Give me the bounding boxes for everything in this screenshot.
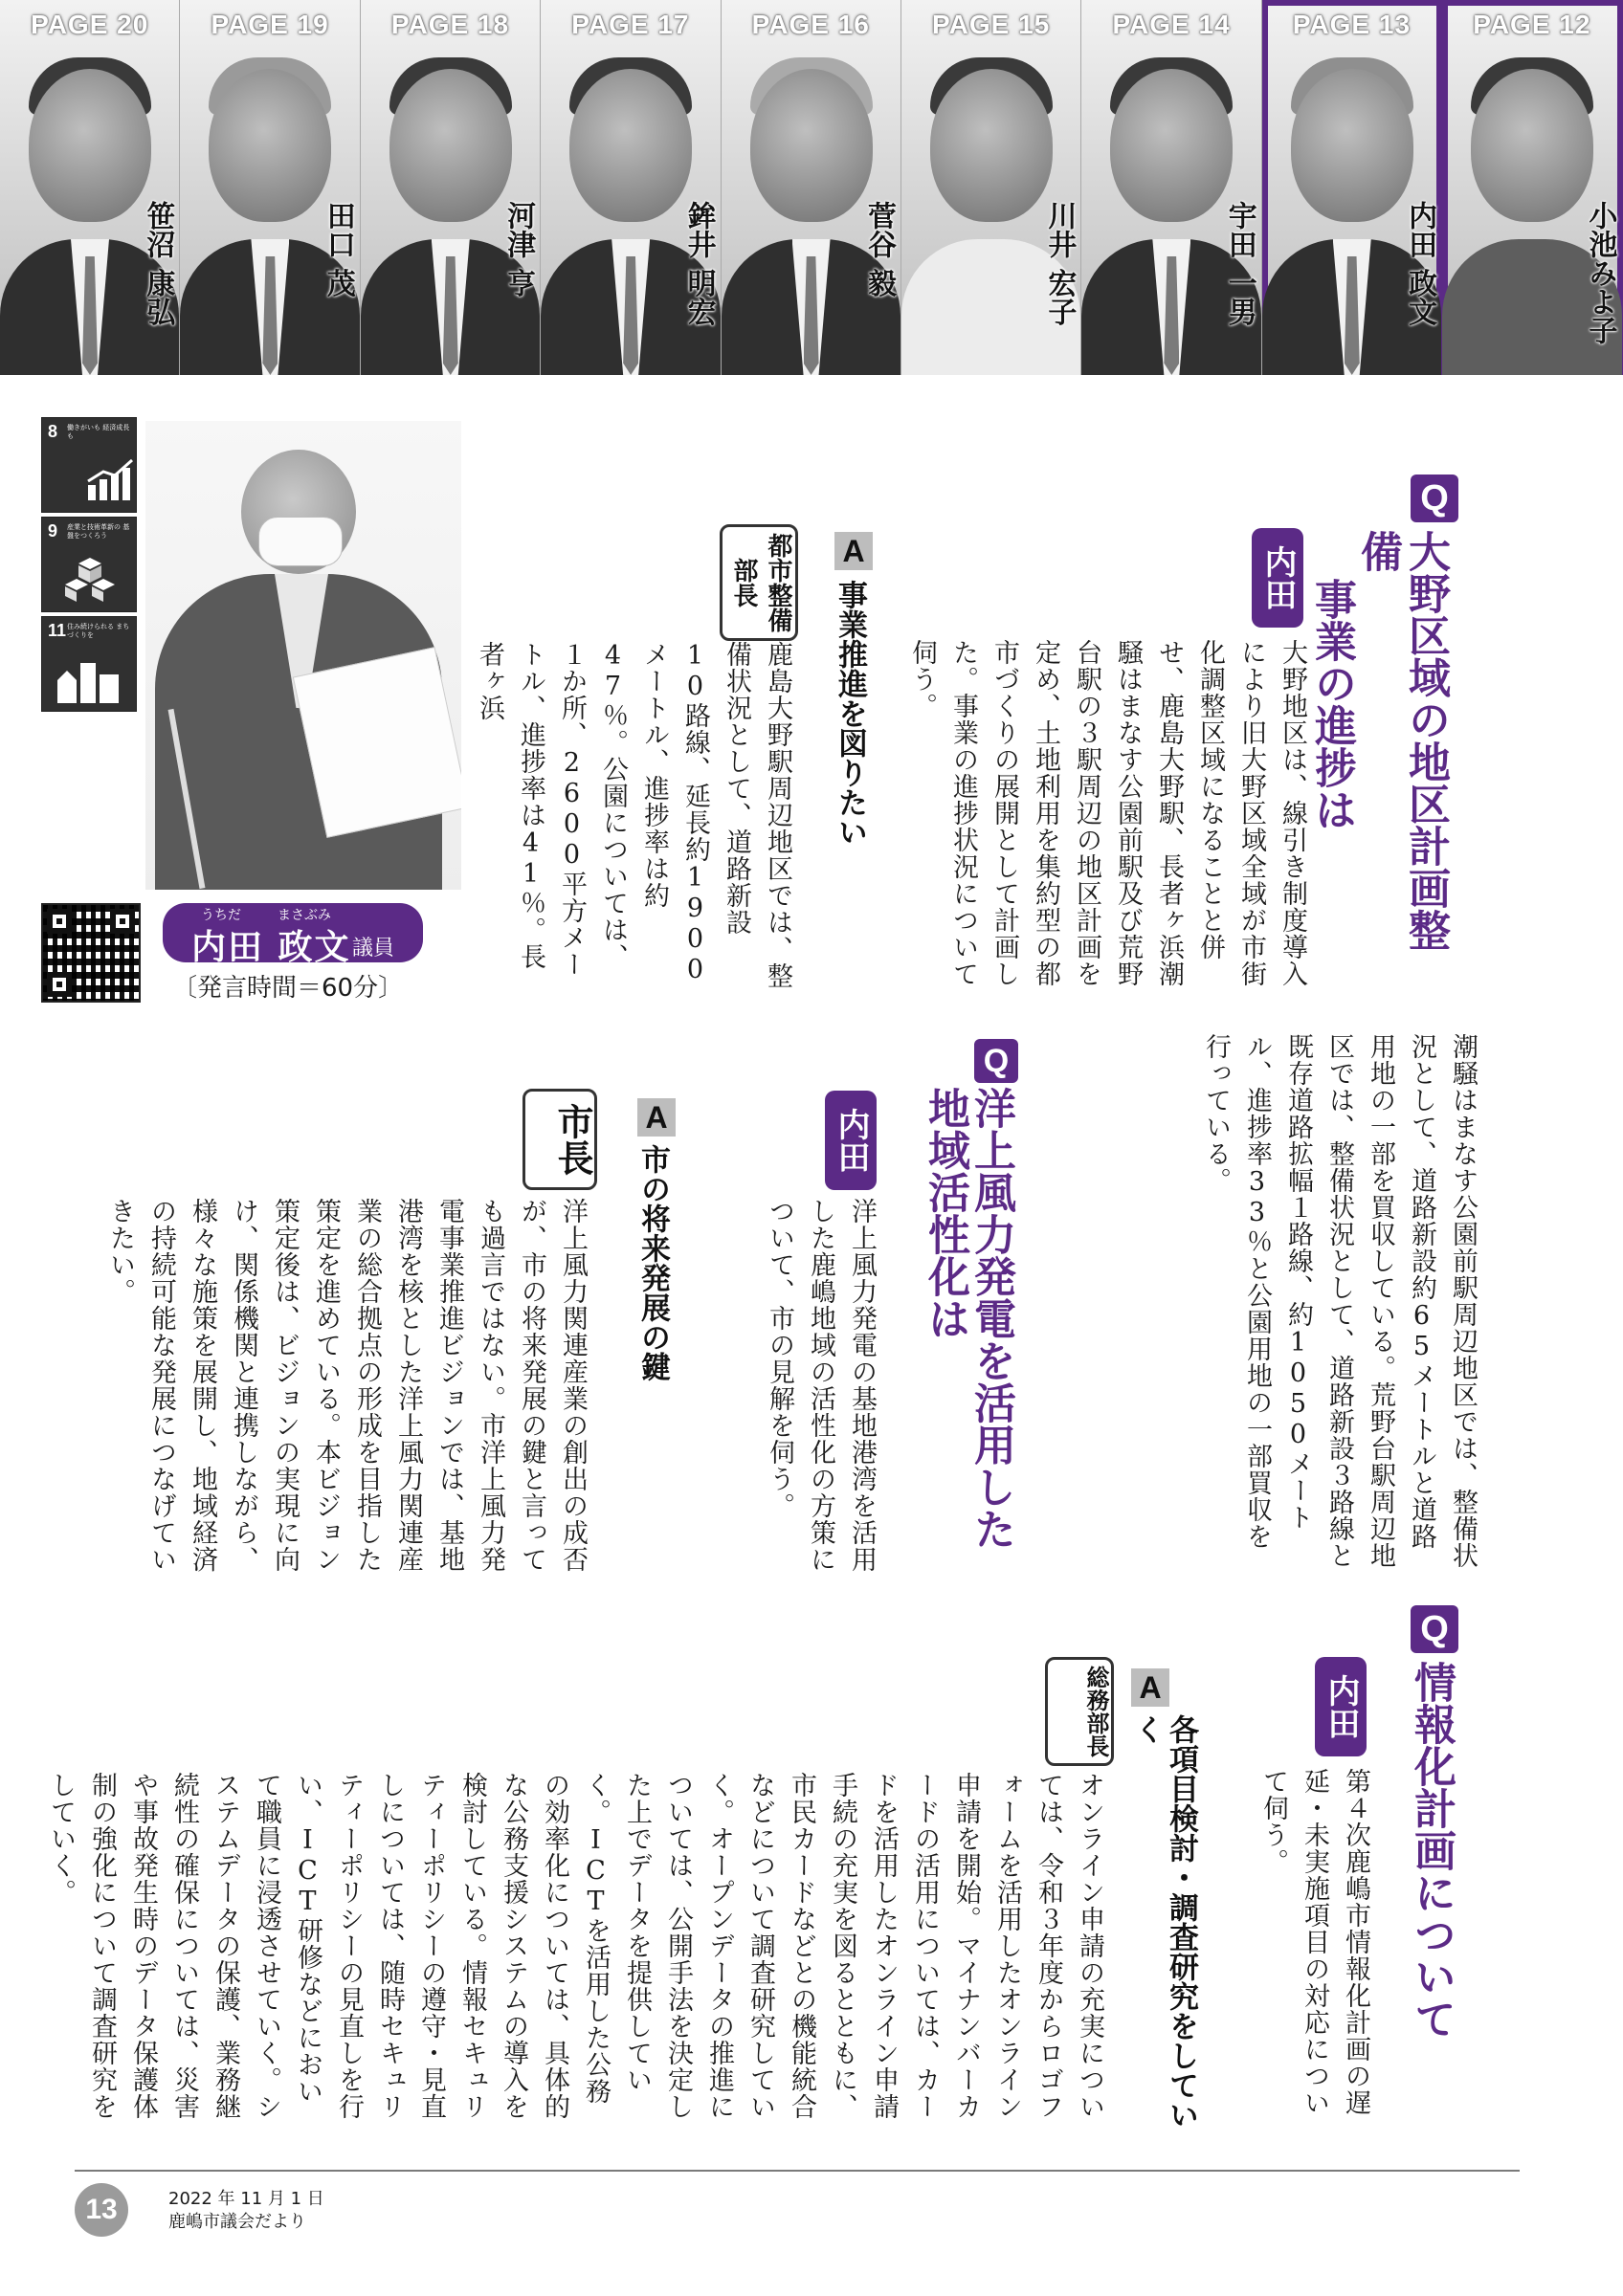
page-label: PAGE 17 xyxy=(571,10,690,39)
footer-rule xyxy=(75,2170,1520,2172)
member-tab[interactable] xyxy=(180,0,360,375)
question-badge: Q xyxy=(1411,475,1458,522)
answer-text: 洋上風力関連産業の創出の成否が、市の将来発展の鍵と言っても過言ではない。市洋上風力発電事業推進ビジョンでは、基地港湾を核とした洋上風力関連産業の総合拠点の形成を目指した策定を進めている。本ビジョン策定後は、ビジョンの実現に向け、関係機関と連携しながら、様々な施策を展開し、地域経済の持続可能な発展につなげていきたい。 xyxy=(105,1198,588,1573)
question-badge: Q xyxy=(974,1039,1018,1083)
member-name: 宇田 一男 xyxy=(1222,201,1256,326)
member-name: 内田 政文 xyxy=(1403,201,1437,326)
answer-text-part2: 潮騒はまなす公園前駅周辺地区では、整備状況として、道路新設約65メートルと道路用地の一部を買収している。荒野台駅周辺地区では、整備状況として、道路新設３路線と既存道路拡幅１路線、約1050メートル、進捗率33％と公園用地の一部買収を行っている。 xyxy=(1201,1033,1478,1569)
answer-badge: A xyxy=(834,532,873,570)
member-name: 川井 宏子 xyxy=(1042,201,1077,326)
answerer-label: 都市整備部長 xyxy=(720,524,798,641)
question-text: 第４次鹿嶋市情報化計画の遅延・未実施項目の対応について伺う。 xyxy=(1258,1768,1370,2116)
question-title: 大野区域の地区計画整備 xyxy=(1353,530,1450,951)
page-label: PAGE 19 xyxy=(211,10,329,39)
name-ruby: まさぶみ xyxy=(278,908,331,923)
asker-label: 内田 xyxy=(825,1091,877,1190)
member-tab[interactable] xyxy=(722,0,901,375)
speech-time: 〔発言時間＝60分〕 xyxy=(172,974,404,1003)
member-name: 菅谷 毅 xyxy=(861,201,896,298)
answer-text-part1: 鹿島大野駅周辺地区では、整備状況として、道路新設10路線、延長約1900メートル、進捗率は約47％。公園については、１か所、2600平方メートル、進捗率は41％。長者ヶ浜 xyxy=(475,641,792,989)
member-name: 田口 茂 xyxy=(321,201,355,298)
member-tab[interactable] xyxy=(0,0,180,375)
qr-code-icon[interactable] xyxy=(41,903,141,1003)
member-portrait xyxy=(569,69,692,222)
member-name: 河津 亨 xyxy=(501,201,536,298)
question-title: 事業の進捗は xyxy=(1307,578,1356,830)
member-tab[interactable] xyxy=(361,0,541,375)
member-name-plate xyxy=(163,903,423,967)
page-number: 13 xyxy=(75,2183,128,2237)
question-badge: Q xyxy=(1411,1605,1458,1653)
member-portrait xyxy=(209,69,331,222)
page-label: PAGE 18 xyxy=(390,10,510,39)
answer-badge: A xyxy=(1131,1668,1169,1707)
sdg-8-icon: 8 働きがいも 経済成長も xyxy=(41,417,137,513)
member-title: 議員 xyxy=(352,937,395,960)
question-text: 洋上風力発電の基地港湾を活用した鹿嶋地域の活性化の方策について、市の見解を伺う。 xyxy=(765,1198,877,1573)
speaker-photo xyxy=(145,421,461,890)
question-text: 大野地区は、線引き制度導入により旧大野区域全域が市街化調整区域になることと併せ、鹿島大野駅、長者ヶ浜潮騒はまなす公園前駅及び荒野台駅の３駅周辺の地区計画を定め、土地利用を集約型の都市づくりの展開として計画した。事業の進捗状況について伺う。 xyxy=(907,639,1307,987)
page-label: PAGE 16 xyxy=(751,10,870,39)
asker-label: 内田 xyxy=(1315,1657,1367,1756)
member-portrait xyxy=(29,69,151,222)
member-tab[interactable] xyxy=(541,0,721,375)
member-portrait xyxy=(1471,69,1593,222)
name-ruby: うちだ xyxy=(201,908,241,923)
sdg-11-icon: 11 住み続けられる まちづくりを xyxy=(41,616,137,712)
member-name: 内田 政文 xyxy=(191,928,351,967)
question-title: 洋上風力発電を活用した xyxy=(967,1087,1015,1550)
sdg-9-icon: 9 産業と技術革新の 基盤をつくろう xyxy=(41,517,137,612)
asker-label: 内田 xyxy=(1252,528,1303,628)
member-tab-selected[interactable] xyxy=(1262,0,1442,375)
answerer-label: 総務部長 xyxy=(1045,1657,1114,1766)
member-name: 笹沼 康弘 xyxy=(141,201,175,326)
question-title: 情報化計画について xyxy=(1407,1661,1456,2040)
member-portrait xyxy=(1110,69,1233,222)
answer-title: 事業推進を図りたい xyxy=(833,580,867,847)
page-label: PAGE 12 xyxy=(1473,10,1591,39)
member-portrait xyxy=(750,69,873,222)
issue-date: 2022 年 11 月 1 日 xyxy=(168,2189,324,2209)
member-strip xyxy=(0,0,1623,375)
member-tab[interactable] xyxy=(1081,0,1261,375)
answer-text: オンライン申請の充実については、令和３年度からロゴフォームを活用したオンライン申請を開始。マイナンバーカードの活用については、カードを活用したオンライン申請手続の充実を図るとともに、市民カードなどとの機能統合などについて調査研究していく。オープンデータの推進については、公開手法を決定した上でデータを提供していく。ICTを活用した公務の効率化については、具体的な公務支援システムの導入を検討している。情報セキュリティーポリシーの遵守・見直しについては、随時セキュリティーポリシーの見直しを行い、ICT研修などにおいて職員に浸透させていく。システムデータの保護、業務継続性の確保については、災害や事故発生時のデータ保護体制の強化について調査研究をしていく。 xyxy=(46,1772,1104,2120)
publication-name: 鹿嶋市議会だより xyxy=(168,2212,306,2232)
page-label: PAGE 13 xyxy=(1292,10,1412,39)
page-label: PAGE 20 xyxy=(31,10,149,39)
answerer-label: 市長 xyxy=(522,1089,597,1190)
member-name: 鉾井 明宏 xyxy=(681,201,716,326)
answer-title: 市の将来発展の鍵 xyxy=(635,1144,670,1381)
answer-badge: A xyxy=(637,1098,676,1137)
member-portrait xyxy=(389,69,512,222)
member-portrait xyxy=(930,69,1053,222)
member-name: 小池みよ子 xyxy=(1583,201,1617,344)
member-tab[interactable] xyxy=(1442,0,1622,375)
member-tab[interactable] xyxy=(901,0,1081,375)
answer-title: 各項目検討・調査研究をしていく xyxy=(1129,1714,1198,2130)
member-portrait xyxy=(1291,69,1413,222)
page-label: PAGE 14 xyxy=(1112,10,1231,39)
page-label: PAGE 15 xyxy=(932,10,1051,39)
question-title: 地域活性化は xyxy=(921,1087,969,1339)
